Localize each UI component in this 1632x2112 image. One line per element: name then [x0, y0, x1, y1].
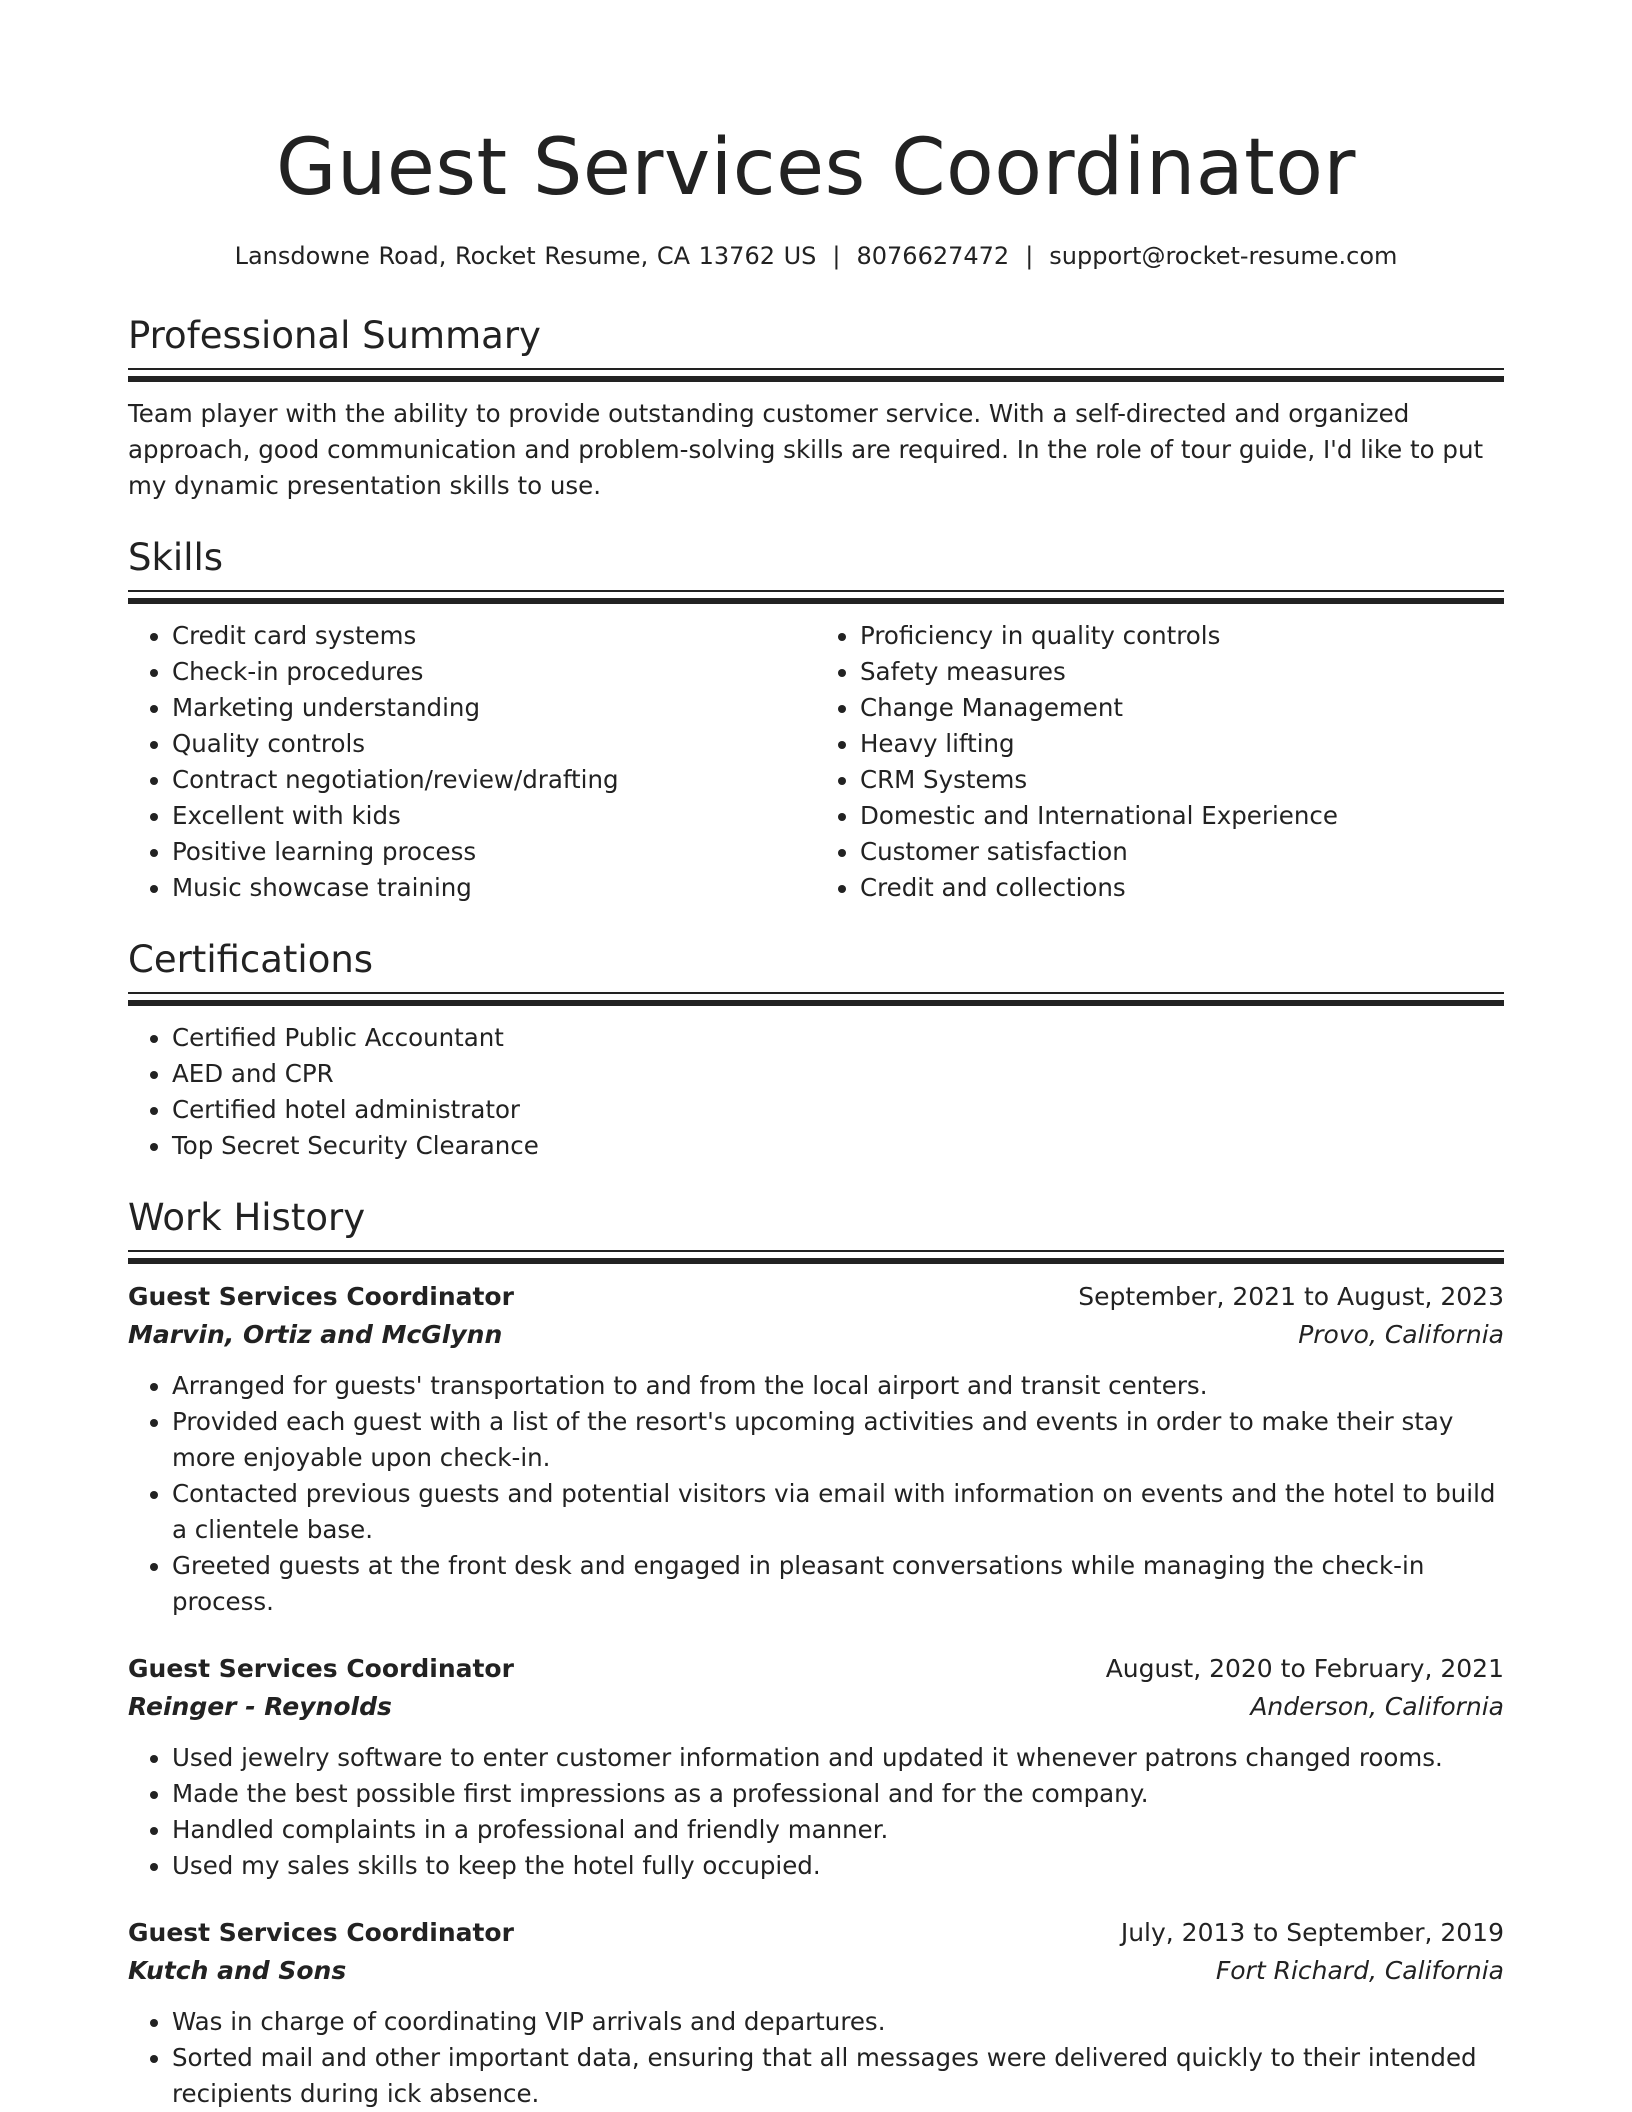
job-company-row: [128, 1688, 1504, 1726]
skill-item: • Music showcase training: [172, 870, 816, 906]
resume-name: Guest Services Coordinator: [276, 123, 1356, 213]
job-duty: • Arranged for guests' transportation to and from the local airport and transit centers.: [172, 1368, 1504, 1404]
job-company: Marvin, Ortiz and McGlynn: [128, 1320, 503, 1349]
job-title: Guest Services Coordinator: [128, 1654, 514, 1683]
contact-email: support@rocket-resume.com: [1049, 242, 1398, 270]
skill-item: • Credit and collections: [860, 870, 1504, 906]
job-duty: • Sorted mail and other important data, ensuring that all messages were delivered quickly to their intended recipients during ick absence.: [172, 2040, 1504, 2112]
job-duty: • Contacted previous guests and potential visitors via email with information on events and the hotel to build a clientele base.: [172, 1476, 1504, 1548]
job-duty: • Greeted guests at the front desk and engaged in pleasant conversations while managing the check-in process.: [172, 1548, 1504, 1620]
skill-item: • Positive learning process: [172, 834, 816, 870]
skill-item: • Check-in procedures: [172, 654, 816, 690]
skills-list-left: [128, 618, 816, 906]
skill-item: • CRM Systems: [860, 762, 1504, 798]
skill-item: • Proficiency in quality controls: [860, 618, 1504, 654]
skill-item: • Marketing understanding: [172, 690, 816, 726]
skill-item: • Change Management: [860, 690, 1504, 726]
job-duty: • Was in charge of coordinating VIP arrivals and departures.: [172, 2004, 1504, 2040]
section-title-work-history: Work History: [128, 1196, 366, 1239]
section-divider: [128, 1250, 1504, 1264]
job-entry: [128, 1914, 1504, 2112]
certification-item: • Certified Public Accountant: [172, 1020, 1504, 1056]
contact-separator: |: [832, 242, 841, 270]
skill-item: • Credit card systems: [172, 618, 816, 654]
job-duty: • Handled complaints in a professional and friendly manner.: [172, 1812, 1504, 1848]
job-duties-list: [128, 1368, 1504, 1620]
job-dates: September, 2021 to August, 2023: [1078, 1282, 1504, 1311]
section-divider: [128, 992, 1504, 1006]
job-location: Anderson, California: [1250, 1692, 1504, 1721]
summary-section: [128, 312, 1504, 504]
certification-item: • AED and CPR: [172, 1056, 1504, 1092]
job-company: Kutch and Sons: [128, 1956, 347, 1985]
job-duty: • Made the best possible first impressions as a professional and for the company.: [172, 1776, 1504, 1812]
section-title-summary: Professional Summary: [128, 314, 541, 357]
job-entry: [128, 1278, 1504, 1620]
skills-section: [128, 534, 1504, 906]
job-duties-list: [128, 2004, 1504, 2112]
summary-text: Team player with the ability to provide outstanding customer service. With a self-directed and organized approach, good communication and problem-solving skills are required. In the role of tour guide, I'd like to put my dynamic presentation skills to use.: [128, 399, 1484, 500]
job-header-row: [128, 1650, 1504, 1688]
work-history-section: [128, 1194, 1504, 2112]
job-location: Fort Richard, California: [1215, 1956, 1504, 1985]
contact-line: [128, 240, 1504, 272]
job-header-row: [128, 1914, 1504, 1952]
section-divider: [128, 368, 1504, 382]
skill-item: • Contract negotiation/review/drafting: [172, 762, 816, 798]
skills-list-right: [816, 618, 1504, 906]
job-duty: • Used jewelry software to enter customer information and updated it whenever patrons changed rooms.: [172, 1740, 1504, 1776]
job-title: Guest Services Coordinator: [128, 1918, 514, 1947]
job-dates: August, 2020 to February, 2021: [1105, 1654, 1504, 1683]
job-entry: [128, 1650, 1504, 1884]
skill-item: • Customer satisfaction: [860, 834, 1504, 870]
section-divider: [128, 590, 1504, 604]
skills-columns: [128, 618, 1504, 906]
job-duty: • Used my sales skills to keep the hotel fully occupied.: [172, 1848, 1504, 1884]
skill-item: • Excellent with kids: [172, 798, 816, 834]
contact-phone: 8076627472: [856, 242, 1010, 270]
contact-address: Lansdowne Road, Rocket Resume, CA 13762 US: [234, 242, 817, 270]
job-title: Guest Services Coordinator: [128, 1282, 514, 1311]
section-title-certifications: Certifications: [128, 938, 374, 981]
job-header-row: [128, 1278, 1504, 1316]
job-duty: • Provided each guest with a list of the resort's upcoming activities and events in order to make their stay more enjoyable upon check-in.: [172, 1404, 1504, 1476]
certifications-list: [128, 1020, 1504, 1164]
certifications-section: [128, 936, 1504, 1164]
skill-item: • Safety measures: [860, 654, 1504, 690]
job-company-row: [128, 1952, 1504, 1990]
job-location: Provo, California: [1298, 1320, 1504, 1349]
certification-item: • Certified hotel administrator: [172, 1092, 1504, 1128]
skill-item: • Heavy lifting: [860, 726, 1504, 762]
job-company-row: [128, 1316, 1504, 1354]
contact-separator: |: [1025, 242, 1034, 270]
job-dates: July, 2013 to September, 2019: [1120, 1918, 1504, 1947]
section-title-skills: Skills: [128, 536, 224, 579]
skill-item: • Quality controls: [172, 726, 816, 762]
certification-item: • Top Secret Security Clearance: [172, 1128, 1504, 1164]
job-company: Reinger - Reynolds: [128, 1692, 392, 1721]
skill-item: • Domestic and International Experience: [860, 798, 1504, 834]
job-duties-list: [128, 1740, 1504, 1884]
